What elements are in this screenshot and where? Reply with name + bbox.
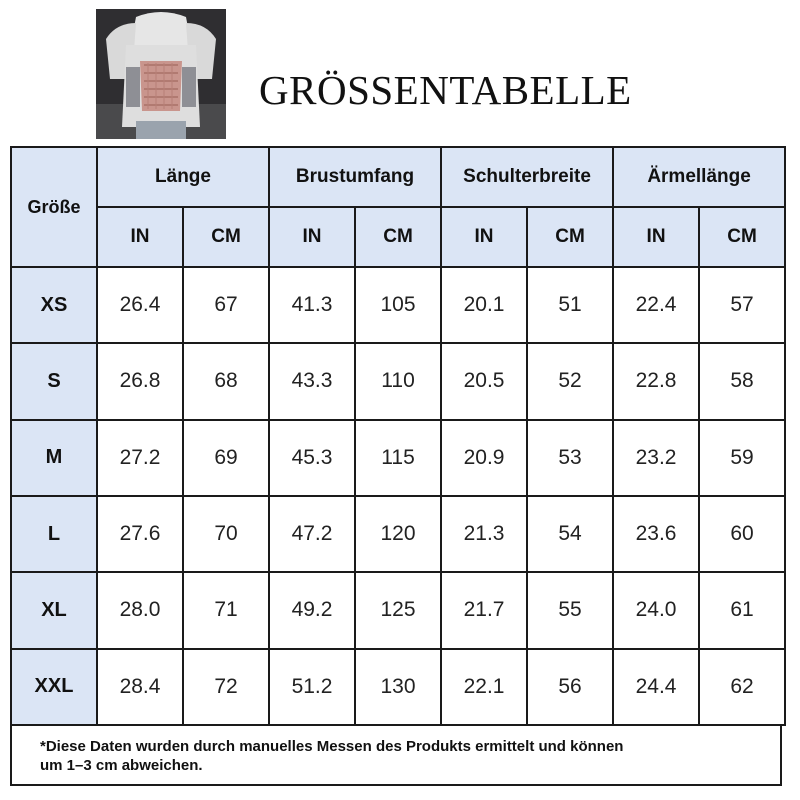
table-cell: 20.9 — [441, 420, 527, 496]
size-label: M — [11, 420, 97, 496]
unit-header: CM — [183, 207, 269, 267]
size-label: XXL — [11, 649, 97, 725]
table-cell: 52 — [527, 343, 613, 419]
column-group-header: Brustumfang — [269, 147, 441, 207]
table-cell: 21.3 — [441, 496, 527, 572]
table-cell: 24.4 — [613, 649, 699, 725]
unit-header: IN — [441, 207, 527, 267]
table-cell: 28.0 — [97, 572, 183, 648]
table-cell: 22.8 — [613, 343, 699, 419]
table-cell: 23.2 — [613, 420, 699, 496]
unit-header: CM — [699, 207, 785, 267]
table-cell: 22.4 — [613, 267, 699, 343]
table-cell: 26.4 — [97, 267, 183, 343]
table-row — [11, 420, 785, 496]
table-cell: 130 — [355, 649, 441, 725]
table-cell: 58 — [699, 343, 785, 419]
unit-header: IN — [613, 207, 699, 267]
note-line: *Diese Daten wurden durch manuelles Messen des Produkts ermittelt und können — [40, 738, 624, 755]
table-cell: 67 — [183, 267, 269, 343]
unit-header: CM — [355, 207, 441, 267]
table-cell: 49.2 — [269, 572, 355, 648]
page-title: GRÖSSENTABELLE — [259, 67, 632, 113]
table-cell: 22.1 — [441, 649, 527, 725]
header-row-groups — [11, 147, 785, 207]
column-group-header: Ärmellänge — [613, 147, 785, 207]
table-cell: 23.6 — [613, 496, 699, 572]
table-cell: 72 — [183, 649, 269, 725]
table-cell: 70 — [183, 496, 269, 572]
table-cell: 68 — [183, 343, 269, 419]
column-group-header: Länge — [97, 147, 269, 207]
measurement-note — [10, 726, 782, 786]
table-cell: 120 — [355, 496, 441, 572]
table-row — [11, 649, 785, 725]
table-cell: 24.0 — [613, 572, 699, 648]
size-label: S — [11, 343, 97, 419]
table-cell: 125 — [355, 572, 441, 648]
table-cell: 105 — [355, 267, 441, 343]
table-cell: 51 — [527, 267, 613, 343]
table-cell: 53 — [527, 420, 613, 496]
unit-header: IN — [97, 207, 183, 267]
table-cell: 110 — [355, 343, 441, 419]
table-cell: 26.8 — [97, 343, 183, 419]
table-cell: 61 — [699, 572, 785, 648]
table-cell: 28.4 — [97, 649, 183, 725]
table-cell: 27.6 — [97, 496, 183, 572]
table-cell: 56 — [527, 649, 613, 725]
table-row — [11, 267, 785, 343]
table-cell: 71 — [183, 572, 269, 648]
table-cell: 43.3 — [269, 343, 355, 419]
table-cell: 115 — [355, 420, 441, 496]
note-line: um 1–3 cm abweichen. — [40, 757, 203, 774]
table-cell: 54 — [527, 496, 613, 572]
table-cell: 62 — [699, 649, 785, 725]
table-row — [11, 343, 785, 419]
size-table — [10, 146, 786, 726]
unit-header: IN — [269, 207, 355, 267]
table-row — [11, 496, 785, 572]
table-cell: 60 — [699, 496, 785, 572]
table-cell: 45.3 — [269, 420, 355, 496]
table-cell: 21.7 — [441, 572, 527, 648]
table-cell: 27.2 — [97, 420, 183, 496]
table-cell: 57 — [699, 267, 785, 343]
table-row — [11, 572, 785, 648]
size-label: XL — [11, 572, 97, 648]
size-column-header: Größe — [11, 147, 97, 267]
header-row-units — [11, 207, 785, 267]
size-label: XS — [11, 267, 97, 343]
table-cell: 55 — [527, 572, 613, 648]
table-cell: 69 — [183, 420, 269, 496]
table-cell: 51.2 — [269, 649, 355, 725]
unit-header: CM — [527, 207, 613, 267]
table-cell: 47.2 — [269, 496, 355, 572]
product-photo — [96, 9, 226, 139]
table-cell: 41.3 — [269, 267, 355, 343]
hoodie-photo-icon — [96, 9, 226, 139]
table-cell: 59 — [699, 420, 785, 496]
size-label: L — [11, 496, 97, 572]
table-cell: 20.5 — [441, 343, 527, 419]
table-cell: 20.1 — [441, 267, 527, 343]
column-group-header: Schulterbreite — [441, 147, 613, 207]
